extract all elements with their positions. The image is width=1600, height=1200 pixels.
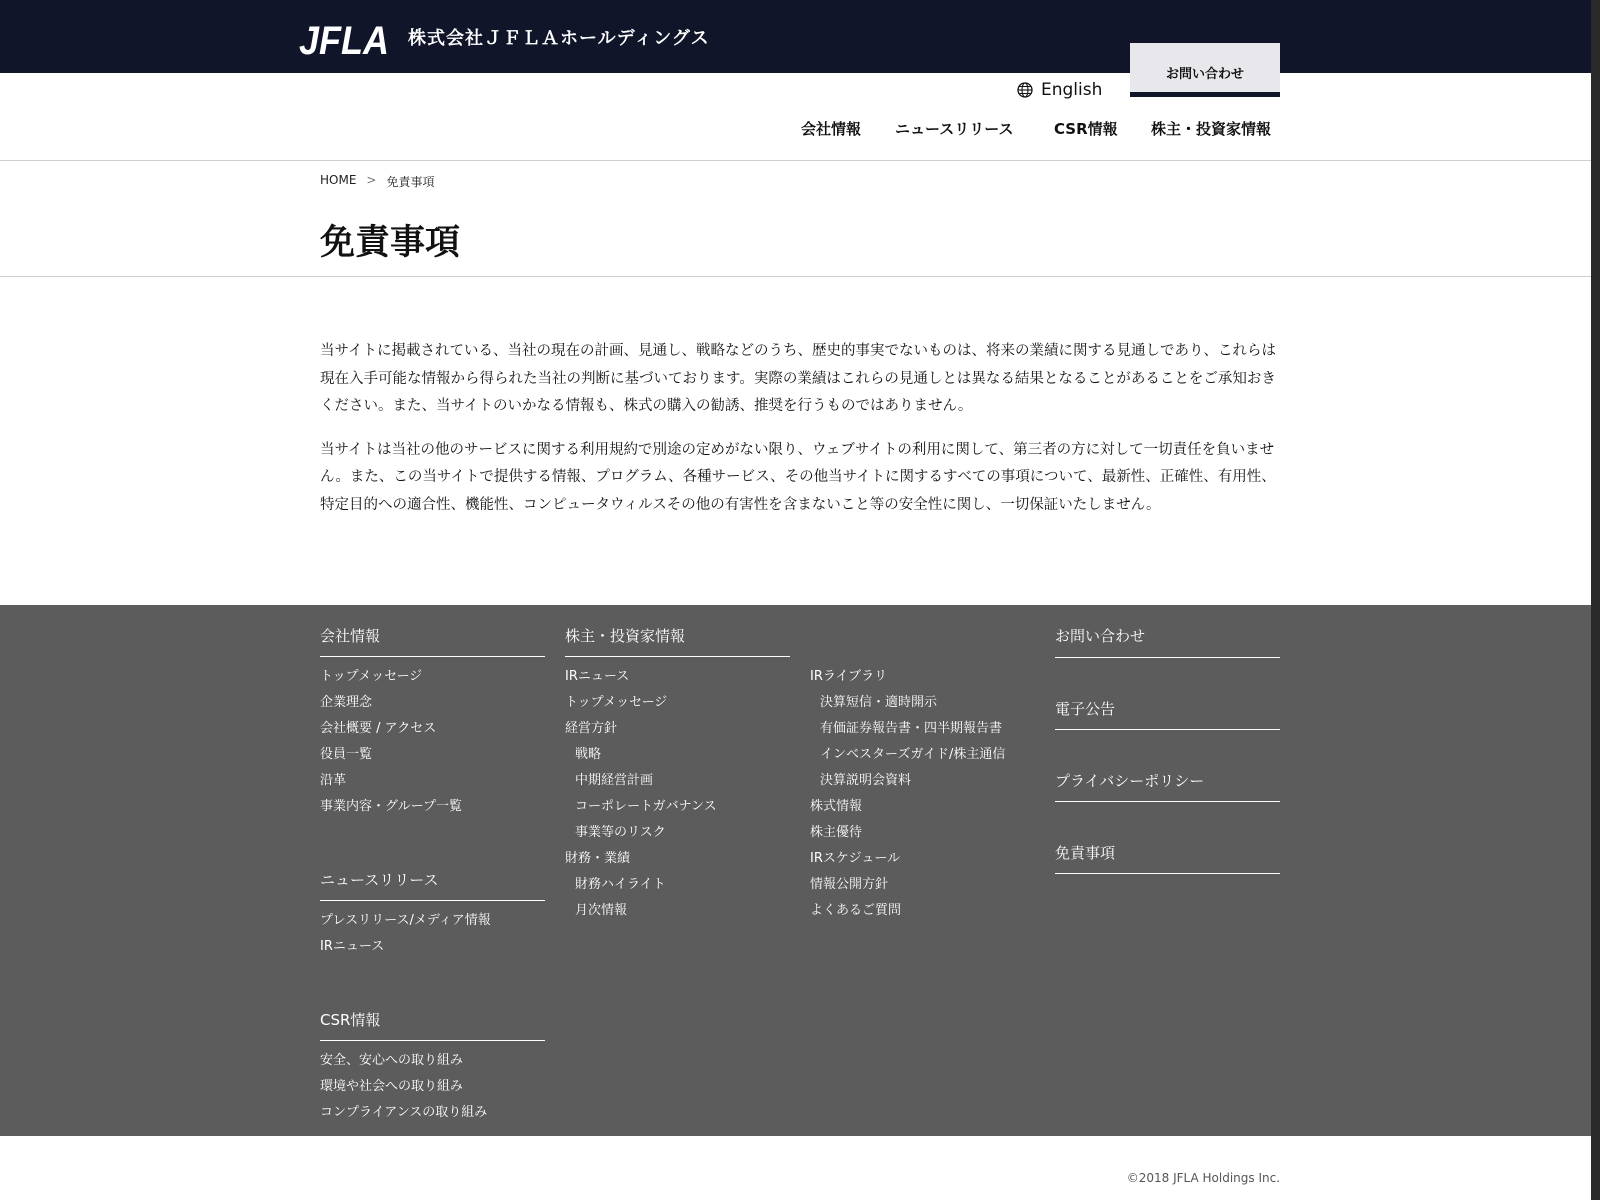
language-switch[interactable] (1017, 80, 1102, 100)
nav-csr[interactable]: CSR情報 (1054, 120, 1118, 138)
footer-link[interactable]: 中期経営計画 (575, 773, 654, 788)
footer (0, 605, 1600, 1136)
footer-link[interactable]: 月次情報 (575, 903, 628, 918)
breadcrumb (320, 173, 434, 190)
footer-link[interactable]: 戦略 (575, 747, 602, 762)
footer-link[interactable]: 役員一覧 (320, 747, 373, 762)
breadcrumb-current: 免責事項 (386, 175, 435, 189)
footer-link[interactable]: インベスターズガイド/株主通信 (820, 747, 1006, 762)
nav-news[interactable]: ニュースリリース (895, 120, 1014, 138)
copyright: ©2018 JFLA Holdings Inc. (1126, 1171, 1280, 1185)
footer-link[interactable]: 情報公開方針 (810, 877, 889, 892)
footer-heading-company[interactable]: 会社情報 (320, 605, 545, 657)
footer-link[interactable]: 企業理念 (320, 695, 373, 710)
footer-link[interactable]: 財務・業績 (565, 851, 631, 866)
footer-link[interactable]: 有価証券報告書・四半期報告書 (820, 721, 1003, 736)
footer-link[interactable]: IRスケジュール (810, 851, 901, 866)
footer-link[interactable]: トップメッセージ (565, 695, 668, 710)
disclaimer-paragraph-1: 当サイトに掲載されている、当社の現在の計画、見通し、戦略などのうち、歴史的事実でないものは、将来の業績に関する見通しであり、これらは現在入手可能な情報から得られた当社の判断に基づいております。実際の業績はこれらの見通しとは異なる結果となることがあることをご承知おきください。また、当サイトのいかなる情報も、株式の購入の勧誘、推奨を行うものではありません。 (320, 343, 1276, 414)
footer-csr-list (320, 1041, 545, 1129)
main-nav (0, 118, 1280, 138)
footer-link[interactable]: IRニュース (565, 669, 630, 684)
disclaimer-content (320, 338, 1280, 535)
footer-link[interactable]: よくあるご質問 (810, 903, 902, 918)
top-bar (0, 0, 1600, 73)
footer-link[interactable]: 財務ハイライト (575, 877, 666, 892)
jfla-logo[interactable] (299, 12, 391, 62)
logo-text: JFLA (299, 19, 389, 62)
footer-news-list (320, 901, 545, 963)
footer-link[interactable]: 会社概要 / アクセス (320, 721, 437, 736)
footer-link[interactable]: トップメッセージ (320, 669, 423, 684)
footer-heading-news[interactable]: ニュースリリース (320, 849, 545, 901)
footer-link[interactable]: 株式情報 (810, 799, 863, 814)
footer-link[interactable]: 沿革 (320, 773, 347, 788)
scrollbar[interactable] (1591, 0, 1600, 1200)
contact-button[interactable]: お問い合わせ (1130, 43, 1280, 97)
footer-link[interactable]: コーポレートガバナンス (575, 799, 717, 814)
language-label: English (1041, 80, 1103, 100)
footer-link[interactable]: 決算短信・適時開示 (820, 695, 938, 710)
page-title: 免責事項 (320, 223, 461, 263)
footer-link[interactable]: 株主優待 (810, 825, 863, 840)
footer-link-contact[interactable]: お問い合わせ (1055, 605, 1280, 658)
footer-heading-spacer (810, 605, 1035, 657)
title-divider (0, 276, 1600, 277)
footer-ir-list (565, 657, 790, 927)
footer-column-3 (810, 605, 1035, 927)
company-name[interactable]: 株式会社ＪＦＬＡホールディングス (408, 28, 710, 49)
footer-column-1 (320, 605, 545, 1155)
breadcrumb-separator: > (366, 173, 377, 187)
footer-link[interactable]: 経営方針 (565, 721, 618, 736)
footer-link-privacy[interactable]: プライバシーポリシー (1055, 730, 1280, 802)
footer-link[interactable]: 事業等のリスク (575, 825, 666, 840)
footer-heading-csr[interactable]: CSR情報 (320, 989, 545, 1041)
footer-company-list (320, 657, 545, 823)
disclaimer-paragraph-2: 当サイトは当社の他のサービスに関する利用規約で別途の定めがない限り、ウェブサイトの利用に関して、第三者の方に対して一切責任を負いません。また、この当サイトで提供する情報、プログラム、各種サービス、その他当サイトに関するすべての事項について、最新性、正確性、有用性、特定目的への適合性、機能性、コンピュータウィルスその他の有害性を含まないこと等の安全性に関し、一切保証いたしません。 (320, 441, 1276, 513)
footer-link[interactable]: IRニュース (320, 939, 385, 954)
nav-ir[interactable]: 株主・投資家情報 (1151, 120, 1272, 138)
footer-link[interactable]: 安全、安心への取り組み (320, 1053, 464, 1068)
footer-ir-library-list (810, 657, 1035, 927)
footer-column-2 (565, 605, 790, 927)
nav-company[interactable]: 会社情報 (801, 120, 862, 138)
footer-heading-ir[interactable]: 株主・投資家情報 (565, 605, 790, 657)
footer-link[interactable]: IRライブラリ (810, 669, 888, 684)
footer-link[interactable]: コンプライアンスの取り組み (320, 1105, 488, 1120)
footer-link[interactable]: 決算説明会資料 (820, 773, 912, 788)
globe-icon (1017, 82, 1033, 98)
footer-column-4 (1055, 605, 1280, 874)
footer-link-disclaimer[interactable]: 免責事項 (1055, 802, 1280, 874)
footer-link[interactable]: 事業内容・グループ一覧 (320, 799, 462, 814)
header-divider (0, 160, 1600, 161)
footer-link-public-notice[interactable]: 電子公告 (1055, 658, 1280, 730)
footer-link[interactable]: 環境や社会への取り組み (320, 1079, 464, 1094)
footer-link[interactable]: プレスリリース/メディア情報 (320, 913, 491, 928)
breadcrumb-home[interactable]: HOME (320, 173, 357, 187)
